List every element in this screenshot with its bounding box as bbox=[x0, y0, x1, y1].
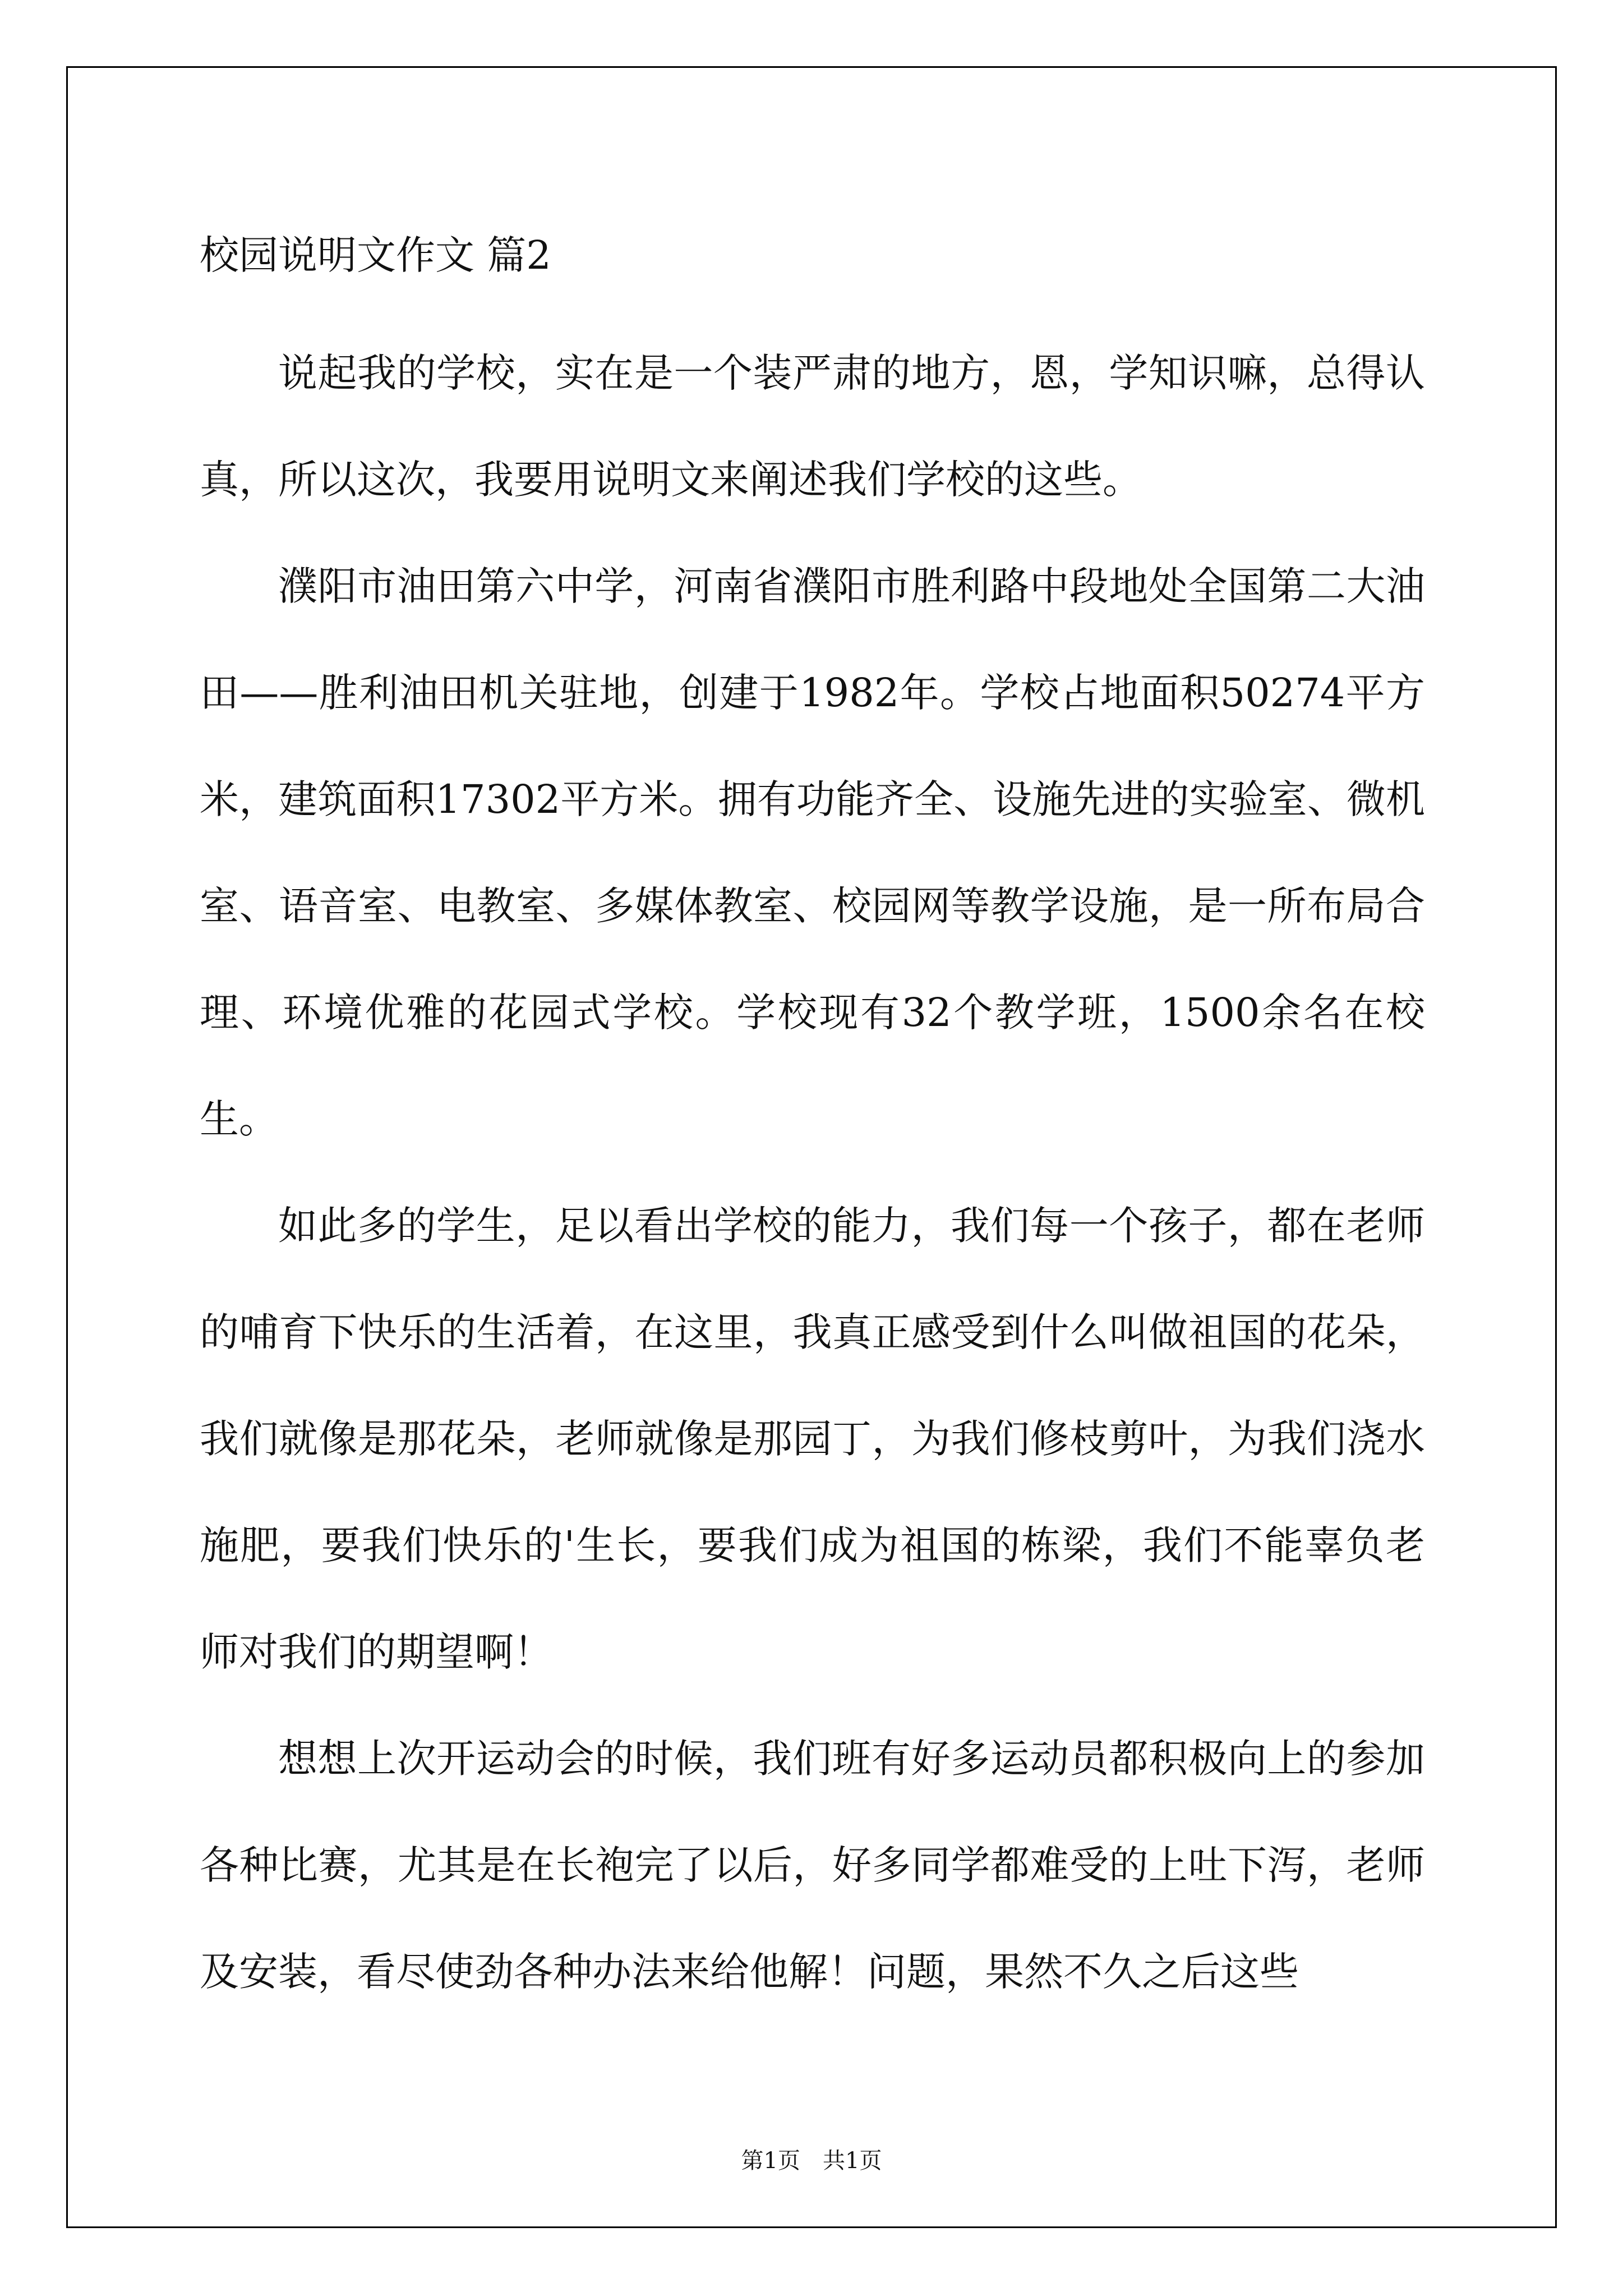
paragraph-3: 如此多的学生，足以看出学校的能力，我们每一个孩子，都在老师的哺育下快乐的生活着，在这里，我真正感受到什么叫做祖国的花朵，我们就像是那花朵，老师就像是那园丁，为我们修枝剪叶，为我们浇水施肥，要我们快乐的'生长，要我们成为祖国的栋梁，我们不能辜负老师对我们的期望啊！ bbox=[200, 1203, 1425, 1675]
paragraph-2: 濮阳市油田第六中学，河南省濮阳市胜利路中段地处全国第二大油田——胜利油田机关驻地，创建于1982年。学校占地面积50274平方米，建筑面积17302平方米。拥有功能齐全、设施先进的实验室、微机室、语音室、电教室、多媒体教室、校园网等教学设施，是一所布局合理、环境优雅的花园式学校。学校现有32个教学班，1500余名在校生。 bbox=[200, 563, 1425, 1142]
page-footer: 第1页 共1页 bbox=[741, 2148, 882, 2174]
document-title: 校园说明文作文 篇2 bbox=[200, 232, 551, 278]
paragraph-1: 说起我的学校，实在是一个装严肃的地方，恩，学知识嘛，总得认真，所以这次，我要用说明文来阐述我们学校的这些。 bbox=[200, 350, 1425, 503]
paragraph-4: 想想上次开运动会的时候，我们班有好多运动员都积极向上的参加各种比赛，尤其是在长袍完了以后，好多同学都难受的上吐下泻，老师及安装，看尽使劲各种办法来给他解！问题，果然不久之后这些 bbox=[200, 1736, 1425, 1995]
document-body bbox=[200, 213, 1425, 2025]
